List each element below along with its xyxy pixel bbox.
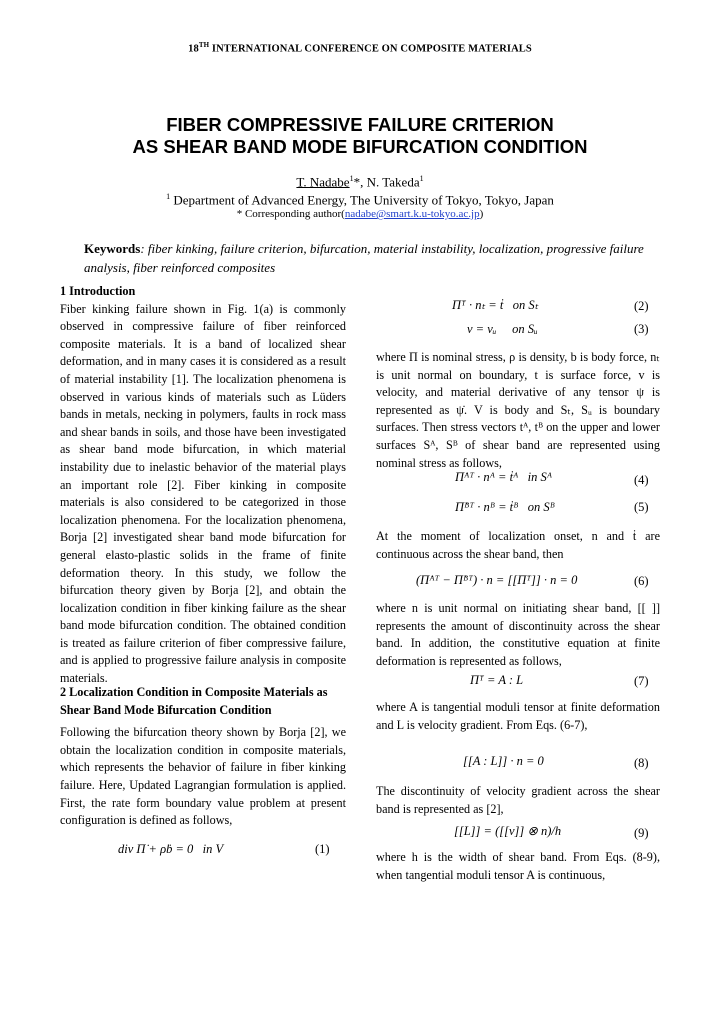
equation-6: (Π̇ᴬᵀ − Π̇ᴮᵀ) · n = [[Π̇ᵀ]] · n = 0 <box>416 573 578 587</box>
paragraph: where A is tangential moduli tensor at finite deformation and L is velocity gradient. From Eqs. (6-7), <box>376 700 660 732</box>
equation-number: (5) <box>634 500 649 514</box>
paragraph: where n is unit normal on initiating shear band, [[ ]] represents the amount of discontinuity across the shear band. In addition, the constitutive equation at finite deformation is represented as follows, <box>376 601 660 668</box>
equation-1: div Π̇ + ρḃ = 0 in V <box>118 842 224 856</box>
paper-title-line2: AS SHEAR BAND MODE BIFURCATION CONDITION <box>132 136 588 157</box>
affiliation: $^1$ Department of Advanced Energy, The University of Tokyo, Tokyo, Japan <box>166 192 554 208</box>
equation-5: Π̇ᴮᵀ · nᴮ = ṫᴮ on Sᴮ <box>455 500 555 514</box>
equation-3: v = vᵤ on Sᵤ <box>467 322 538 336</box>
paper-title-line1: FIBER COMPRESSIVE FAILURE CRITERION <box>166 114 554 135</box>
equation-number: (4) <box>634 473 649 487</box>
authors: T. Nadabe$^1$*, N. Takeda$^1$ <box>296 174 424 190</box>
equation-number: (8) <box>634 756 649 770</box>
equation-number: (9) <box>634 826 649 840</box>
section-body: Fiber kinking failure shown in Fig. 1(a) is commonly observed in compressive failure of fiber reinforced composite materials. It is a band of localized shear deformation, and in many cases it is considered as a result of material instability [1]. The localization phenomena is observed in various kinds of materials such as Lüders bands in metals, necking in polymers, faults in rock mass and shear bands in soils, and those have been investigated as shear band mode bifurcation, in which material instability due to inelastic behavior of the material plays an important role [2]. Fiber kinking in composite materials is also considered to be categorized in those localization phenomena. For the localization phenomena, Borja [2] investigated shear band mode bifurcation for general elasto-plastic solids in the frame of finite deformation theory. In this study, we follow the bifurcation theory given by Borja [2], and obtain the localization condition in fiber kinking failure as the shear band mode bifurcation condition. The obtained condition is treated as failure criterion of fiber compressive failure, and is applied to progressive failure analysis in composite materials. <box>60 301 346 686</box>
equation-number: (3) <box>634 322 649 336</box>
equation-number: (2) <box>634 299 649 313</box>
section-2 <box>60 684 346 830</box>
paragraph: where h is the width of shear band. From Eqs. (8-9), when tangential moduli tensor A is continuous, <box>376 850 660 882</box>
paragraph: where Π is nominal stress, ρ is density, b is body force, nₜ is unit normal on boundary, t is surface force, v is velocity, and material derivative of any tensor ψ is represented as ψ̇. V is body and Sₜ, Sᵤ is boundary surfaces. Then stress vectors tᴬ, tᴮ on the upper and lower surfaces Sᴬ, Sᴮ of shear band are represented using nominal stress as follows, <box>376 350 660 470</box>
equation-9: [[L]] = ([[v]] ⊗ n)/h <box>454 824 562 838</box>
equation-8: [[A : L]] · n = 0 <box>463 754 544 768</box>
section-heading: 2 Localization Condition in Composite Materials as Shear Band Mode Bifurcation Condition <box>60 685 328 717</box>
section-heading: 1 Introduction <box>60 284 136 298</box>
equation-number: (1) <box>315 842 330 856</box>
email-link[interactable]: nadabe@smart.k.u-tokyo.ac.jp <box>344 208 480 220</box>
paragraph: The discontinuity of velocity gradient across the shear band is represented as [2], <box>376 784 660 816</box>
equation-number: (6) <box>634 574 649 588</box>
author-name: T. Nadabe <box>296 174 350 190</box>
corresponding-author: * Corresponding author(nadabe@smart.k.u-tokyo.ac.jp) <box>236 208 484 220</box>
equation-4: Π̇ᴬᵀ · nᴬ = ṫᴬ in Sᴬ <box>455 470 552 484</box>
keywords: Keywords: fiber kinking, failure criterion, bifurcation, material instability, localization, progressive failure analysis, fiber reinforced composites <box>84 241 644 275</box>
section-1 <box>60 283 346 688</box>
paragraph: At the moment of localization onset, n and ṫ are continuous across the shear band, then <box>376 529 660 561</box>
equation-number: (7) <box>634 674 649 688</box>
equation-7: Π̇ᵀ = A : L <box>470 673 524 687</box>
running-header: 18TH INTERNATIONAL CONFERENCE ON COMPOSITE MATERIALS <box>188 41 532 55</box>
section-body: Following the bifurcation theory shown by Borja [2], we obtain the localization condition in composite materials, which represents the behavior of failure in fiber kinking failure. Here, Updated Lagrangian formulation is applied. First, the rate form boundary value problem at present configuration is defined as follows, <box>60 725 346 828</box>
equation-2: Π̇ᵀ · nₜ = ṫ on Sₜ <box>452 298 539 312</box>
